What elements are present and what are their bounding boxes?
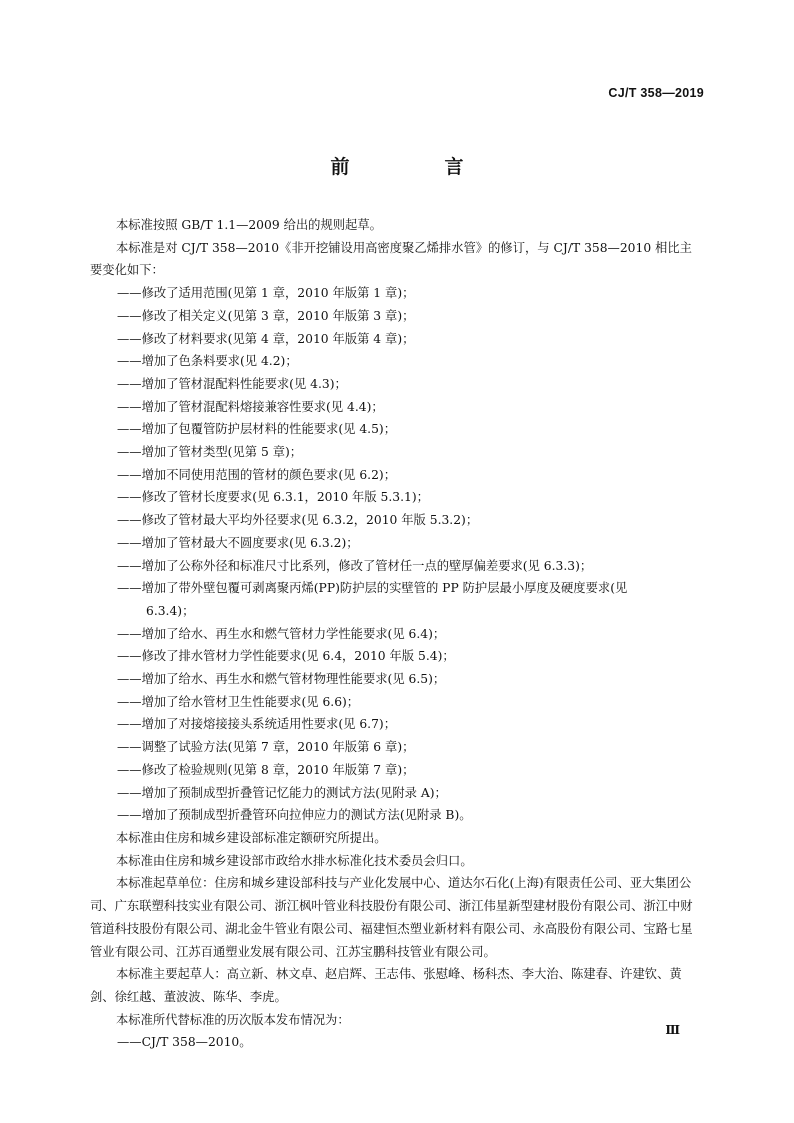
list-item: ——调整了试验方法(见第 7 章，2010 年版第 6 章)； xyxy=(117,740,415,755)
list-item: ——修改了适用范围(见第 1 章，2010 年版第 1 章)； xyxy=(117,286,415,301)
paragraph: 本标准是对 CJ/T 358—2010《非开挖铺设用高密度聚乙烯排水管》的修订，与 CJ/T 358—2010 相比主要变化如下： xyxy=(90,240,692,278)
list-item: ——增加了管材最大不圆度要求(见 6.3.2)； xyxy=(117,535,359,550)
list-item: ——增加了管材混配料性能要求(见 4.3)； xyxy=(117,376,347,391)
list-item: ——增加了管材混配料熔接兼容性要求(见 4.4)； xyxy=(117,399,384,414)
paragraph: 本标准由住房和城乡建设部市政给水排水标准化技术委员会归口。 xyxy=(116,853,473,868)
list-item: ——增加不同使用范围的管材的颜色要求(见 6.2)； xyxy=(117,467,396,482)
list-item: ——CJ/T 358—2010。 xyxy=(117,1035,252,1050)
document-body xyxy=(90,214,704,1054)
paragraph: 本标准所代替标准的历次版本发布情况为： xyxy=(116,1012,350,1027)
list-item: ——修改了排水管材力学性能要求(见 6.4，2010 年版 5.4)； xyxy=(117,649,455,664)
list-item: ——修改了检验规则(见第 8 章，2010 年版第 7 章)； xyxy=(117,762,415,777)
paragraph: 本标准由住房和城乡建设部标准定额研究所提出。 xyxy=(116,830,387,845)
list-item: ——增加了给水管材卫生性能要求(见 6.6)； xyxy=(117,694,360,709)
list-item: ——增加了管材类型(见第 5 章)； xyxy=(117,445,303,460)
list-item: ——增加了带外壁包覆可剥离聚丙烯(PP)防护层的实壁管的 PP 防护层最小厚度及硬度要求(见 xyxy=(117,581,628,596)
list-item: ——增加了预制成型折叠管记忆能力的测试方法(见附录 A)； xyxy=(117,785,447,800)
list-item: ——修改了管材最大平均外径要求(见 6.3.2，2010 年版 5.3.2)； xyxy=(117,513,479,528)
list-item: ——修改了相关定义(见第 3 章，2010 年版第 3 章)； xyxy=(117,308,415,323)
list-item: ——修改了管材长度要求(见 6.3.1，2010 年版 5.3.1)； xyxy=(117,490,429,505)
standard-code: CJ/T 358—2019 xyxy=(608,86,704,100)
paragraph: 本标准按照 GB/T 1.1—2009 给出的规则起草。 xyxy=(116,218,382,232)
list-item: ——增加了给水、再生水和燃气管材力学性能要求(见 6.4)； xyxy=(117,626,446,641)
list-item: ——增加了给水、再生水和燃气管材物理性能要求(见 6.5)； xyxy=(117,672,446,687)
page-number: Ⅲ xyxy=(665,1023,680,1037)
list-item: ——增加了公称外径和标准尺寸比系列，修改了管材任一点的壁厚偏差要求(见 6.3.3)； xyxy=(117,558,593,573)
list-item: ——增加了预制成型折叠管环向拉伸应力的测试方法(见附录 B)。 xyxy=(117,808,472,823)
page-title: 前 言 xyxy=(330,156,502,178)
paragraph: 本标准起草单位：住房和城乡建设部科技与产业化发展中心、道达尔石化(上海)有限责任公司、亚大集团公司、广东联塑科技实业有限公司、浙江枫叶管业科技股份有限公司、浙江伟星新型建材股份有限公司、浙江中财管道科技股份有限公司、湖北金牛管业有限公司、福建恒杰塑业新材料有限公司、永高股份有限公司、宝路七星管业有限公司、江苏百通塑业发展有限公司、江苏宝鹏科技管业有限公司。 xyxy=(90,876,693,959)
list-item: ——增加了色条料要求(见 4.2)； xyxy=(117,354,298,369)
list-item: ——增加了包覆管防护层材料的性能要求(见 4.5)； xyxy=(117,422,396,437)
list-item-continuation: 6.3.4)； xyxy=(146,603,195,618)
paragraph: 本标准主要起草人：高立新、林文卓、赵启辉、王志伟、张慰峰、杨科杰、李大治、陈建春、许建钦、黄剑、徐红越、董波波、陈华、李虎。 xyxy=(90,967,682,1004)
list-item: ——修改了材料要求(见第 4 章，2010 年版第 4 章)； xyxy=(117,331,415,346)
list-item: ——增加了对接熔接接头系统适用性要求(见 6.7)； xyxy=(117,717,396,732)
